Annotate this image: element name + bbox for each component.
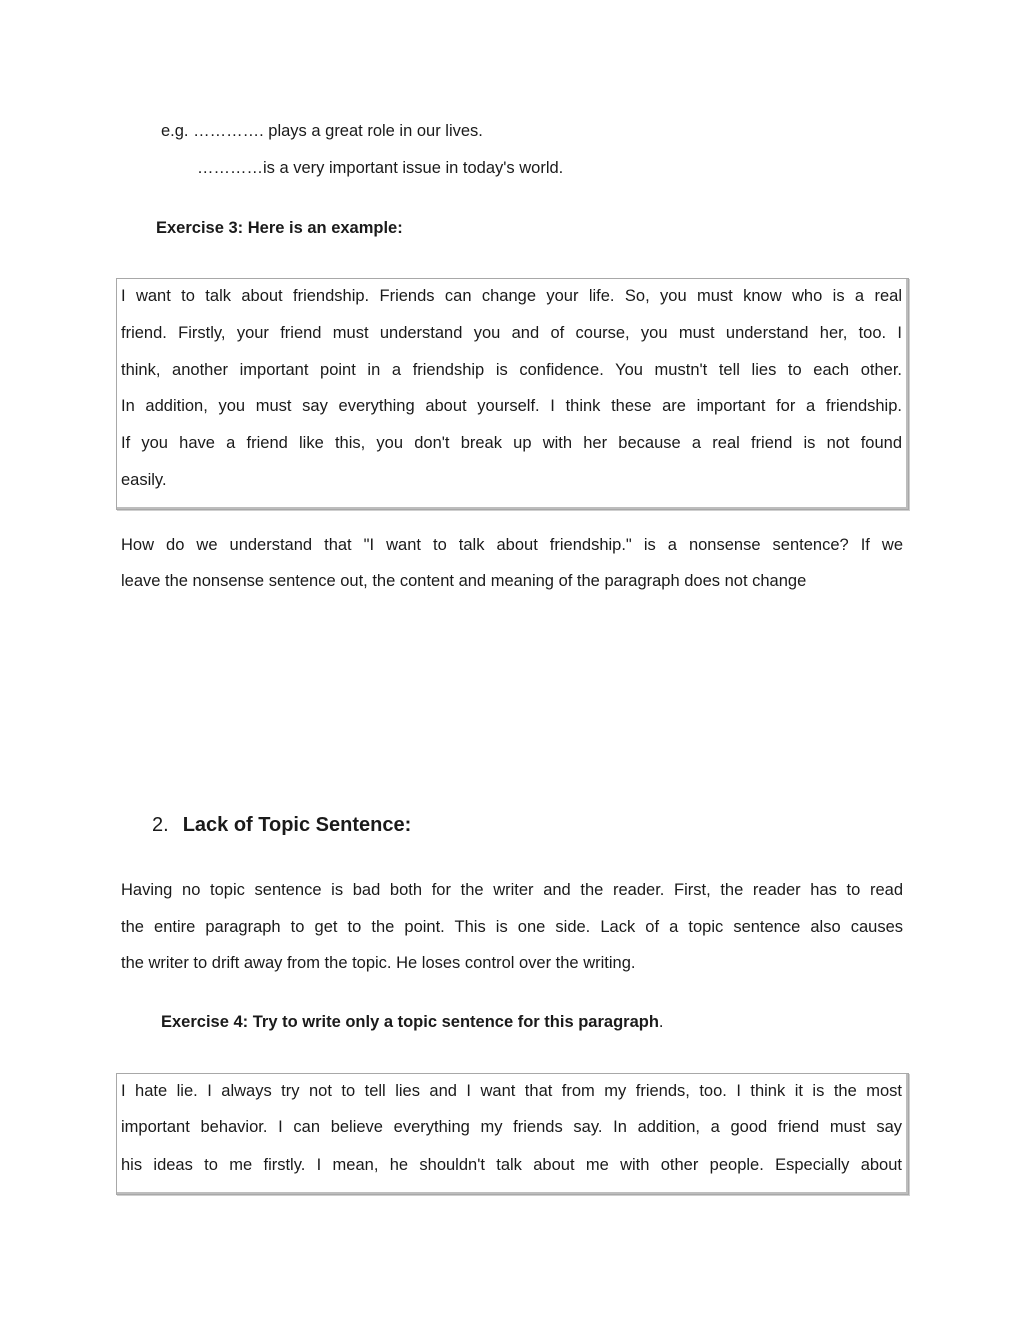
exercise-3-title: Exercise 3: Here is an example: bbox=[156, 219, 403, 237]
exercise-4-paragraph-box bbox=[116, 1073, 909, 1195]
section-2-line-1: Having no topic sentence is bad both for the writer and the reader. First, the reader has to read bbox=[121, 881, 903, 899]
example-line-2: …………is a very important issue in today's world. bbox=[197, 159, 564, 177]
box-line: easily. bbox=[121, 471, 167, 489]
exercise-4-title-text: Exercise 4: Try to write only a topic sentence for this paragraph bbox=[161, 1013, 659, 1031]
box-line: important behavior. I can believe everything my friends say. In addition, a good friend must say bbox=[121, 1118, 902, 1136]
explanation-line-1: How do we understand that "I want to talk about friendship." is a nonsense sentence? If we bbox=[121, 536, 903, 554]
exercise-4-title-suffix: . bbox=[658, 1013, 664, 1031]
explanation-line-2: leave the nonsense sentence out, the content and meaning of the paragraph does not change bbox=[121, 572, 807, 590]
exercise-4-title bbox=[161, 1013, 664, 1032]
section-title: Lack of Topic Sentence: bbox=[182, 814, 412, 836]
section-2-line-2: the entire paragraph to get to the point. This is one side. Lack of a topic sentence also causes bbox=[121, 918, 903, 936]
section-number: 2. bbox=[152, 814, 169, 836]
box-line: his ideas to me firstly. I mean, he shouldn't talk about me with other people. Especially about bbox=[121, 1156, 902, 1174]
box-line: I hate lie. I always try not to tell lies and I want that from my friends, too. I think it is the most bbox=[121, 1082, 902, 1100]
box-line: In addition, you must say everything about yourself. I think these are important for a friendship. bbox=[121, 397, 902, 415]
box-line: I want to talk about friendship. Friends can change your life. So, you must know who is a real bbox=[121, 287, 902, 305]
exercise-3-paragraph-box bbox=[116, 278, 909, 510]
section-2-line-3: the writer to drift away from the topic. He loses control over the writing. bbox=[121, 954, 636, 972]
box-line: friend. Firstly, your friend must understand you and of course, you must understand her, too. I bbox=[121, 324, 902, 342]
box-line: If you have a friend like this, you don't break up with her because a real friend is not found bbox=[121, 434, 902, 452]
example-line-1: e.g. …………. plays a great role in our lives. bbox=[161, 122, 483, 140]
box-line: think, another important point in a friendship is confidence. You mustn't tell lies to each other. bbox=[121, 361, 902, 379]
section-2-heading bbox=[152, 814, 411, 837]
